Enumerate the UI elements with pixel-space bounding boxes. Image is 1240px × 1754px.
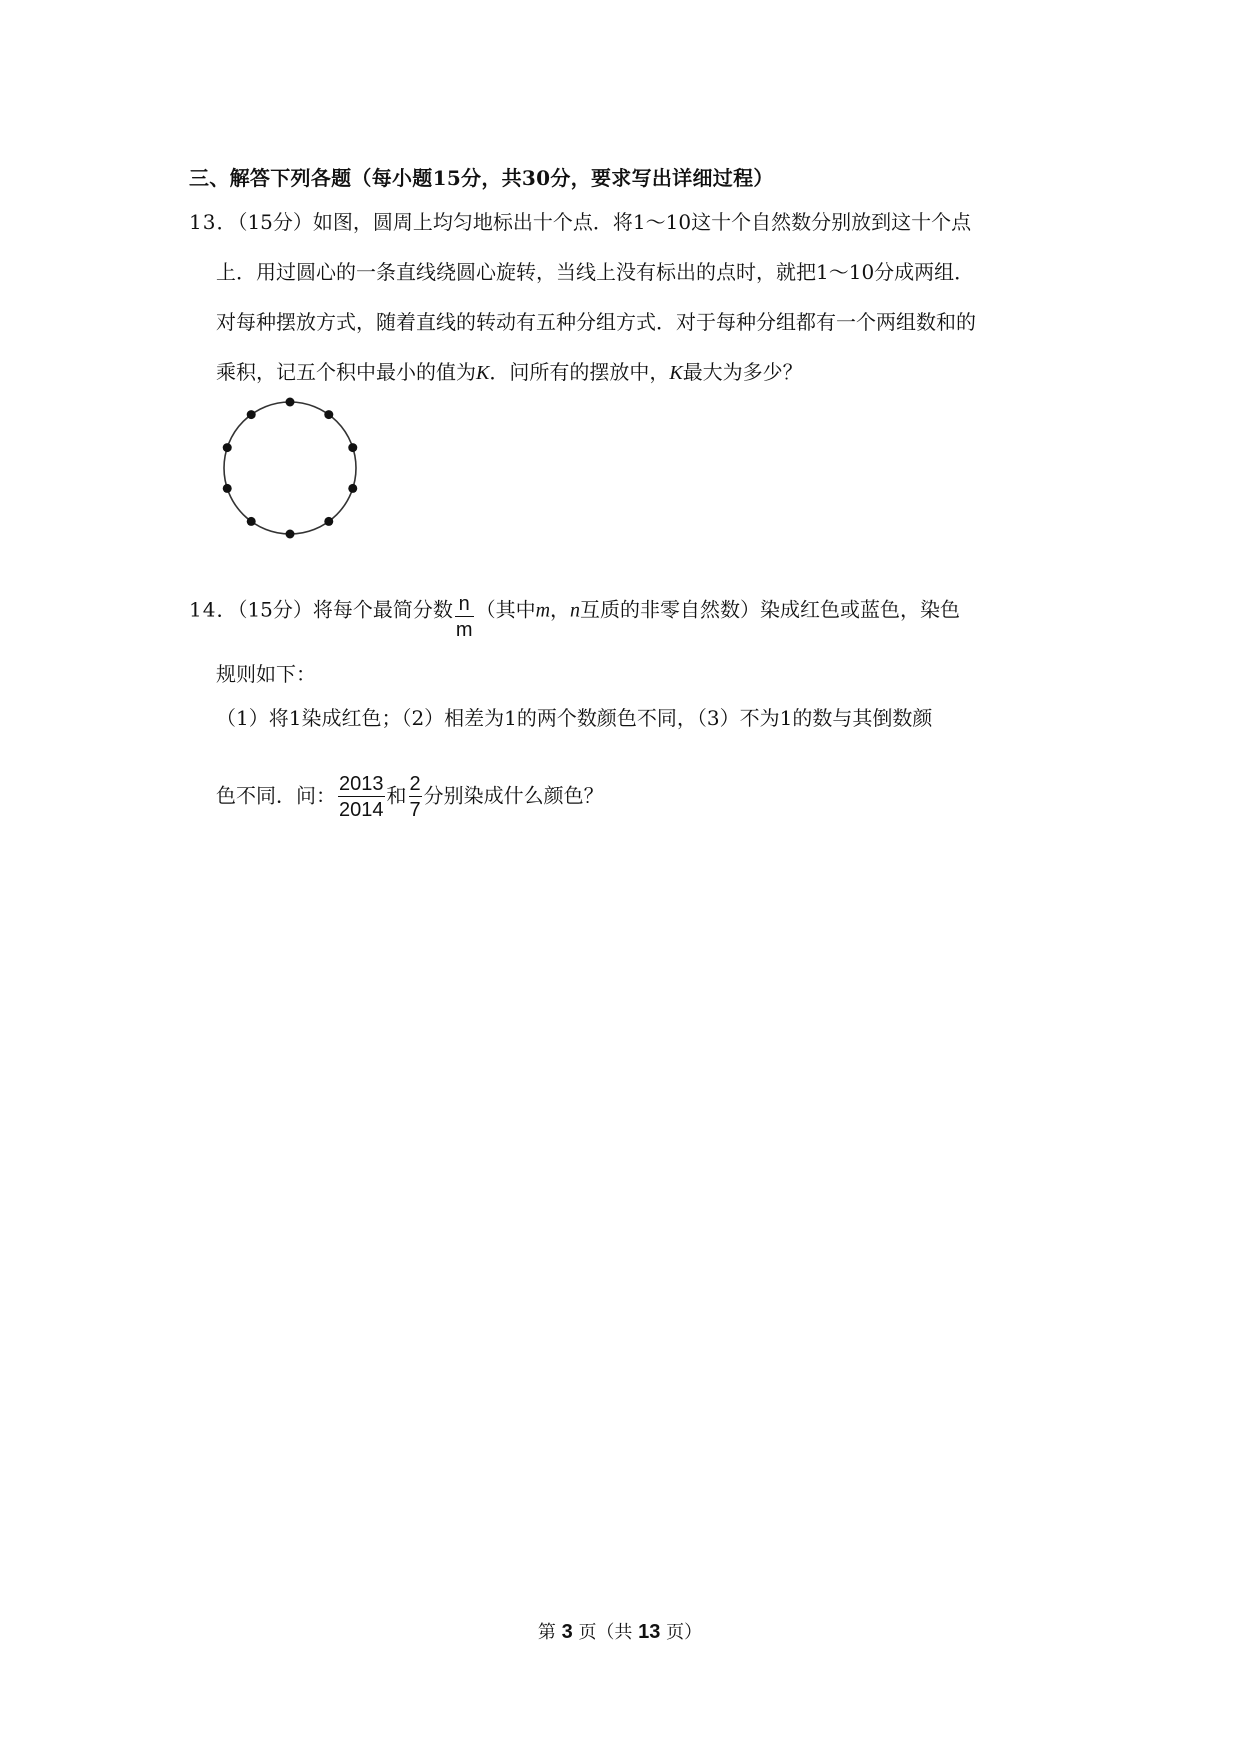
fraction-denominator: 7	[409, 799, 421, 821]
circle-outline	[224, 402, 356, 534]
q14-line-3: （1）将1染成红色；（2）相差为1的两个数颜色不同，（3）不为1的数与其倒数颜	[216, 706, 933, 730]
q13-line-3: 对每种摆放方式，随着直线的转动有五种分组方式．对于每种分组都有一个两组数和的	[216, 310, 976, 334]
circle-points	[223, 398, 358, 539]
ten-point-circle-figure	[216, 394, 376, 544]
circle-point	[324, 410, 333, 419]
page-footer	[0, 1618, 1240, 1644]
fraction-numerator: 2013	[339, 773, 384, 795]
var-K: K	[669, 362, 683, 384]
fraction-numerator: n	[455, 594, 474, 617]
fraction-numerator: 2	[409, 773, 421, 795]
var-n: n	[570, 599, 581, 622]
q14-line-4	[216, 774, 604, 820]
circle-point	[286, 530, 295, 539]
q14-text-4b: 和	[386, 783, 407, 808]
q13-line-1	[189, 208, 971, 236]
footer-page-number: 3	[561, 1621, 573, 1643]
circle-point	[324, 517, 333, 526]
q13-line-4	[216, 358, 803, 387]
fraction-denominator: 2014	[339, 799, 384, 821]
q14-text-1c: 互质的非零自然数）染成红色或蓝色，染色	[580, 597, 961, 622]
circle-point	[247, 410, 256, 419]
circle-point	[223, 443, 232, 452]
q13-text-4a: 乘积，记五个积中最小的值为	[216, 360, 476, 384]
var-m: m	[535, 599, 551, 622]
footer-suffix: 页）	[666, 1622, 703, 1643]
q14-text-1a: （15分）将每个最简分数	[237, 597, 453, 622]
fraction-2-over-7	[409, 774, 422, 820]
fraction-denominator: m	[455, 619, 473, 641]
circle-point	[348, 484, 357, 493]
circle-point	[247, 517, 256, 526]
q13-number: 13．	[189, 210, 238, 234]
circle-point	[286, 398, 295, 407]
section-heading: 三、解答下列各题（每小题15分，共30分，要求写出详细过程）	[189, 166, 774, 190]
fraction-2013-over-2014	[338, 774, 385, 820]
q14-text-1b: （其中	[475, 597, 536, 622]
footer-prefix: 第	[537, 1622, 556, 1643]
circle-point	[348, 443, 357, 452]
q13-text-4c: 最大为多少？	[682, 360, 803, 384]
q14-text-4c: 分别染成什么颜色？	[423, 783, 604, 808]
fraction-n-over-m	[455, 594, 474, 640]
footer-middle: 页（共	[578, 1622, 633, 1643]
q14-text-4a: 色不同．问：	[216, 783, 336, 808]
q14-comma: ，	[550, 597, 571, 622]
var-K: K	[476, 362, 490, 384]
q13-text-4b: ．问所有的摆放中，	[489, 360, 670, 384]
footer-total-pages: 13	[638, 1621, 661, 1643]
q14-line-2: 规则如下：	[216, 662, 316, 686]
q13-line-2: 上．用过圆心的一条直线绕圆心旋转，当线上没有标出的点时，就把1～10分成两组．	[216, 260, 975, 284]
q13-text-1: （15分）如图，圆周上均匀地标出十个点．将1～10这十个自然数分别放到这十个点	[237, 210, 972, 234]
q14-line-1	[189, 588, 961, 641]
q14-number: 14．	[189, 597, 238, 622]
circle-point	[223, 484, 232, 493]
